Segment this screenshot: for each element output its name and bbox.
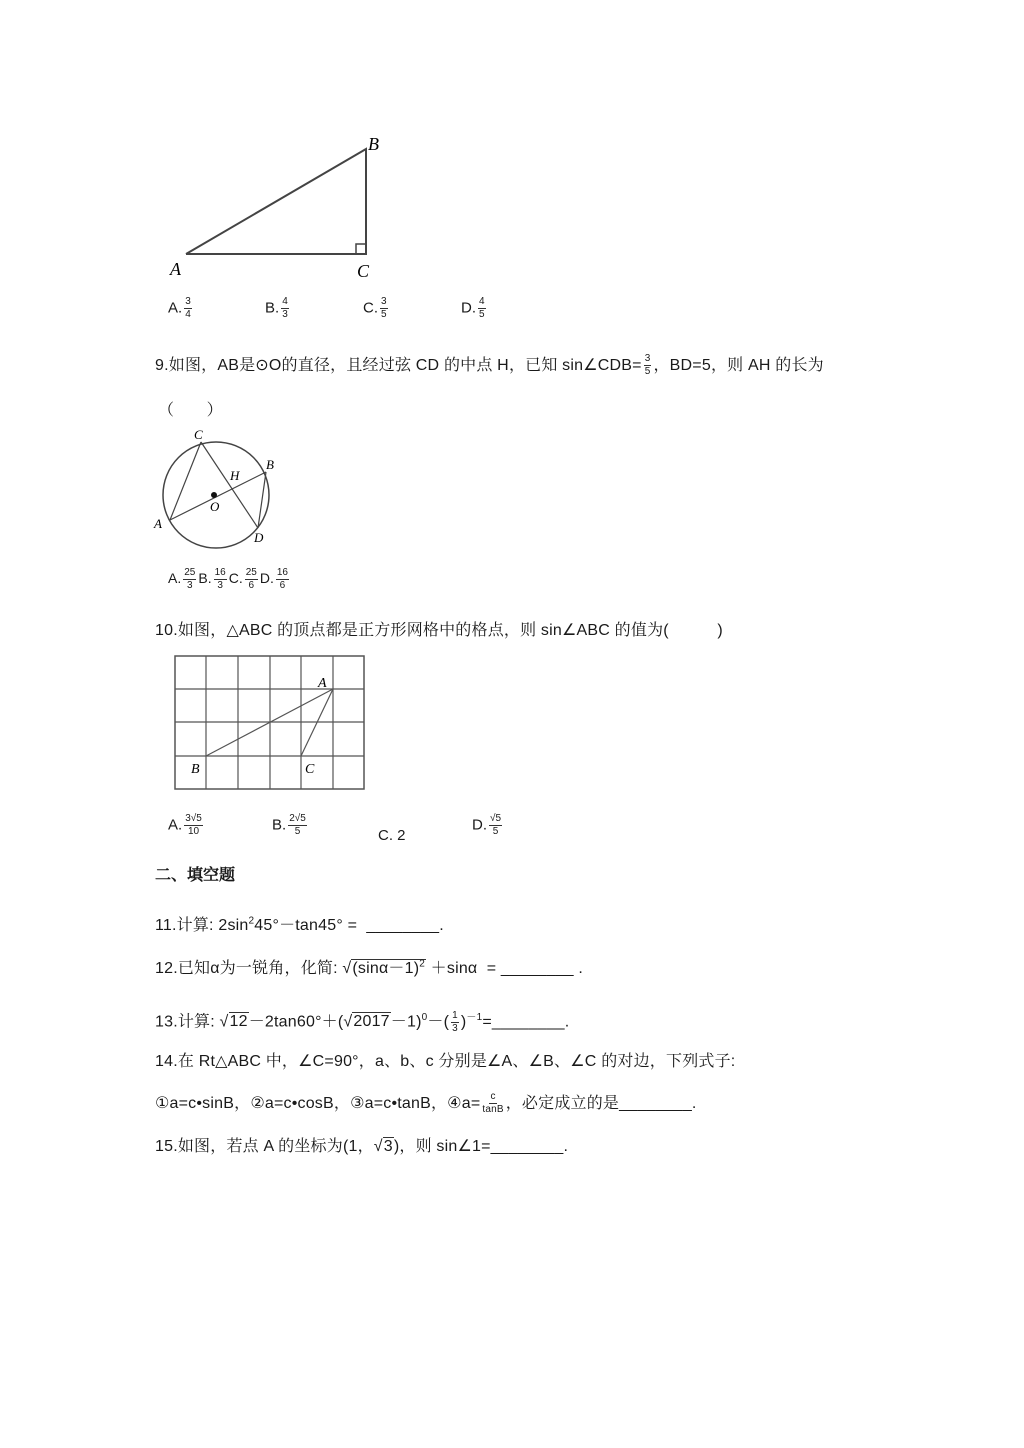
q8-option-b[interactable]: B. $\frac{4}{3}$	[265, 296, 288, 320]
q10-option-d[interactable]: D. $\frac{√5}{5}$	[472, 813, 502, 837]
q9-option-a[interactable]: A. $\frac{25}{3}$	[168, 567, 196, 591]
question-14-line-1: 14.在 Rt△ABC 中，∠C=90°，a、b、c 分别是∠A、∠B、∠C 的对边，下列式子:	[155, 1053, 736, 1070]
triangle-figure-q8	[160, 130, 400, 290]
label-a: A	[154, 516, 162, 531]
circle-figure-q9	[148, 424, 288, 554]
q8-option-a[interactable]: A. $\frac{3}{4}$	[168, 296, 191, 320]
label-c: C	[194, 427, 203, 442]
answer-blank[interactable]: ________ .	[500, 960, 583, 977]
label-b: B	[368, 134, 379, 154]
q10-option-a[interactable]: A. $\frac{3√5}{10}$	[168, 813, 202, 837]
q9-option-b[interactable]: B. $\frac{16}{3}$	[198, 567, 226, 591]
q8-option-d[interactable]: D. $\frac{4}{5}$	[461, 296, 485, 320]
question-12: 12.已知α为一锐角，化简: $√(\sin\alpha-1)^2 +\sin\alpha$ = ________ .	[155, 958, 583, 977]
q9-option-c[interactable]: C. $\frac{25}{6}$	[228, 567, 257, 591]
answer-blank[interactable]: ，必定成立的是________.	[505, 1095, 697, 1112]
answer-blank[interactable]: =________.	[482, 1013, 570, 1031]
label-b: B	[191, 762, 200, 777]
grid-figure-q10	[170, 652, 370, 794]
q10-option-c[interactable]: C. 2	[378, 827, 406, 844]
question-14-line-2: ①a=c•sinB，②a=c•cosB，③a=c•tanB，④a= $\frac{c}{\tan B}$ ，必定成立的是________.	[155, 1091, 697, 1116]
question-13: 13.计算: $√12-2\tan 60^\circ+(√2017-1)^0-$( $\frac{1}{3}$ )$^{-1}$=________.	[155, 1009, 570, 1034]
answer-blank[interactable]: ________.	[366, 917, 444, 934]
label-a: A	[318, 676, 327, 691]
q10-option-b[interactable]: B. $\frac{2√5}{5}$	[272, 813, 306, 837]
question-9-paren: （ ）	[158, 402, 223, 419]
label-c: C	[305, 762, 315, 777]
label-h: H	[230, 468, 240, 483]
question-9-text: 9.如图，AB是⊙O的直径，且经过弦 CD 的中点 H，已知 sin∠CDB= $\frac{3}{5}$ ，BD=5，则 AH 的长为	[155, 353, 824, 378]
q9-options	[168, 567, 291, 592]
answer-blank[interactable]: )，则 sin∠1=________.	[393, 1138, 569, 1155]
section-heading-fill-in: 二、填空题	[155, 867, 236, 884]
question-10-text: 10.如图，△ABC 的顶点都是正方形网格中的格点，则 sin∠ABC 的值为( )	[155, 622, 723, 639]
label-d: D	[254, 530, 264, 545]
q8-option-c[interactable]: C. $\frac{3}{5}$	[363, 296, 387, 320]
question-11: 11.计算: $2\sin^245^\circ-\tan 45^\circ$ = ________.	[155, 915, 444, 934]
label-c: C	[357, 261, 370, 281]
question-15: 15.如图，若点 A 的坐标为(1，√3)，则 sin∠1=________.	[155, 1138, 569, 1155]
q9-option-d[interactable]: D. $\frac{16}{6}$	[259, 567, 288, 591]
label-a: A	[170, 259, 181, 279]
label-b: B	[266, 457, 274, 472]
label-o: O	[210, 499, 220, 514]
